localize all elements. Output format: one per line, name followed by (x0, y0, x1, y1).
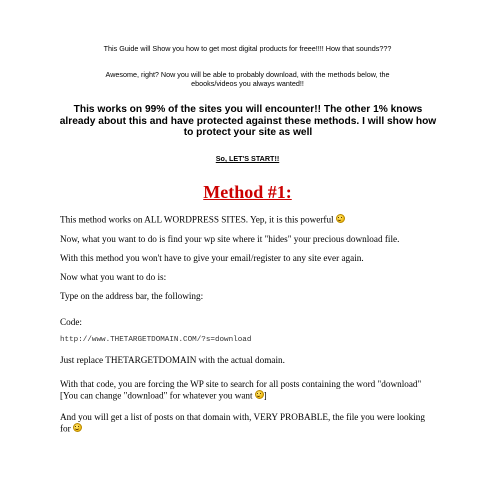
paragraph-6: Just replace THETARGETDOMAIN with the actual domain. (60, 355, 285, 365)
smiley-emoji-icon (336, 214, 345, 223)
intro-line-2: Awesome, right? Now you will be able to probably download, with the methods below, the ebooks/videos you always wanted!! (105, 70, 390, 89)
paragraph-3: With this method you won't have to give your email/register to any site ever again. (60, 253, 364, 263)
lets-start-heading: So, LET'S START!! (215, 154, 280, 163)
paragraph-1 (60, 214, 450, 226)
paragraph-5: Type on the address bar, the following: (60, 291, 204, 301)
smiley-emoji-icon (73, 423, 82, 432)
paragraph-4: Now what you want to do is: (60, 272, 167, 282)
code-url: http://www.THETARGETDOMAIN.COM/?s=download (60, 336, 252, 344)
paragraph-1-text: This method works on ALL WORDPRESS SITES. Yep, it is this powerful (60, 214, 334, 225)
bold-intro-paragraph: This works on 99% of the sites you will encounter!! The other 1% knows already about this and have protected against these methods. I will show how to protect your site as well (59, 104, 437, 139)
paragraph-7-end: ] (263, 390, 267, 401)
method-title: Method #1: (203, 182, 292, 202)
intro-line-1: This Guide will Show you how to get most digital products for freee!!!! How that sounds??? (103, 44, 392, 53)
smiley-emoji-icon (255, 390, 264, 399)
paragraph-2: Now, what you want to do is find your wp site where it "hides" your precious download file. (60, 234, 400, 244)
paragraph-7-text: With that code, you are forcing the WP site to search for all posts containing the word "download" [You can change "download" for whatever you want (60, 379, 422, 401)
code-label: Code: (60, 317, 82, 327)
paragraph-8-text: And you will get a list of posts on that domain with, VERY PROBABLE, the file you were looking for (60, 412, 425, 434)
paragraph-7 (60, 379, 435, 402)
paragraph-8 (60, 412, 435, 435)
